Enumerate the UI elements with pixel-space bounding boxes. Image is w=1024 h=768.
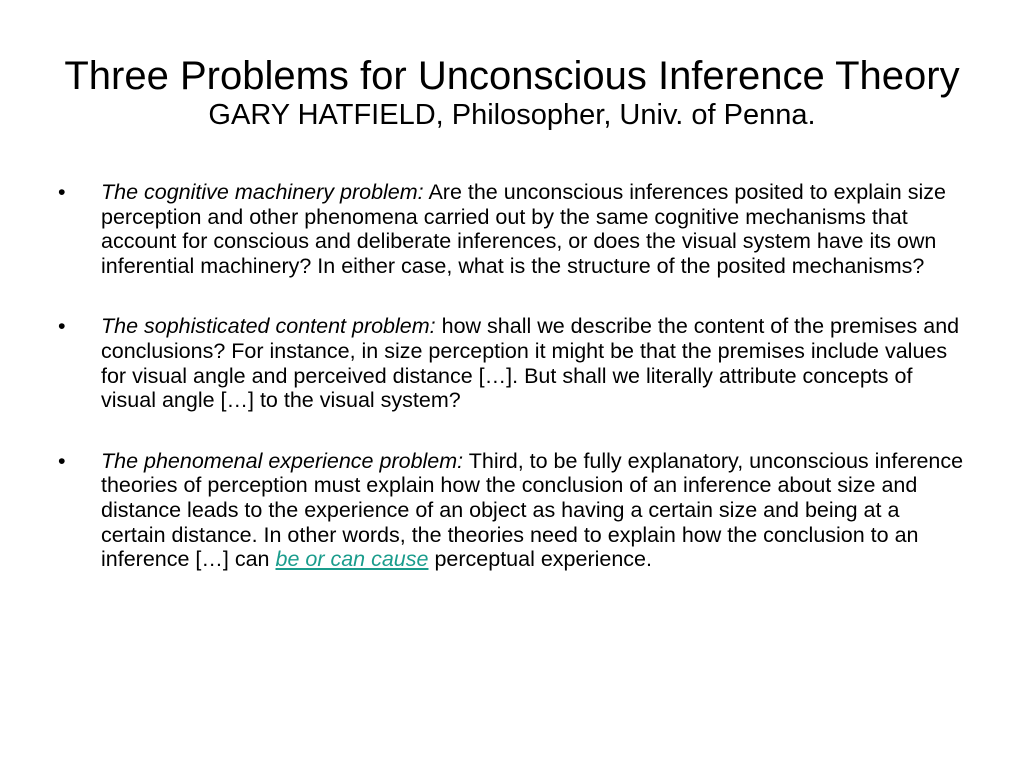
bullet-item-phenomenal-experience: [58, 449, 968, 572]
title-block: [40, 54, 984, 132]
bullet-lead: The cognitive machinery problem:: [101, 180, 424, 204]
bullet-icon: •: [58, 180, 66, 204]
slide-title: Three Problems for Unconscious Inference Theory: [64, 54, 960, 98]
bullet-lead: The sophisticated content problem:: [101, 314, 436, 339]
bullet-icon: •: [58, 448, 66, 473]
bullet-icon: •: [58, 314, 66, 339]
slide-subtitle: GARY HATFIELD, Philosopher, Univ. of Penna.: [208, 99, 816, 131]
bullet-text-after: perceptual experience.: [428, 547, 652, 572]
bullet-text: Are the unconscious inferences posited to explain size perception and other phenomena carried out by the same cognitive mechanisms that account for conscious and deliberate inferences, or does the visual system have its own inferential machinery? In either case, what is the structure of the posited mechanisms?: [101, 180, 946, 278]
bullet-item-cognitive-machinery: [58, 180, 968, 278]
bullet-list: [58, 180, 968, 608]
bullet-item-sophisticated-content: [58, 314, 968, 412]
bullet-lead: The phenomenal experience problem:: [101, 448, 464, 473]
bullet-text: how shall we describe the content of the premises and conclusions? For instance, in size perception it might be that the premises include values for visual angle and perceived distance […]. But shall we literally attribute concepts of visual angle […] to the visual system?: [101, 314, 960, 413]
be-or-can-cause-link[interactable]: be or can cause: [275, 547, 429, 572]
bullet-text: Third, to be fully explanatory, unconscious inference theories of perception must explain how the conclusion of an inference about size and distance leads to the experience of an object as having a certain size and being at a certain distance. In other words, the theories need to explain how the conclusion to an inference […] can: [101, 448, 964, 572]
